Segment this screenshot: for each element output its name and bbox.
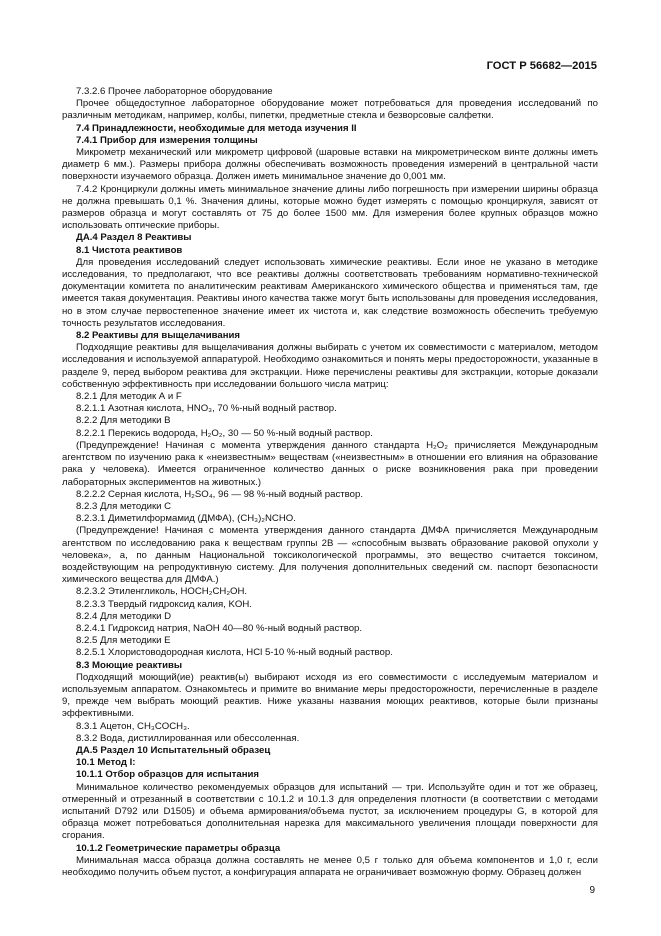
paragraph: 8.2.3.2 Этиленгликоль, HOCH₂CH₂OH.: [76, 586, 248, 598]
section-heading: 8.2 Реактивы для выщелачивания: [76, 330, 241, 342]
paragraph: 8.3.2 Вода, дистиллированная или обессоленная.: [76, 732, 300, 744]
paragraph: 8.2.1.1 Азотная кислота, HNO₃, 70 %-ный водный раствор.: [76, 403, 337, 415]
paragraph: 8.2.5 Для методики E: [76, 635, 171, 647]
paragraph: 8.2.2 Для методики В: [76, 415, 171, 427]
paragraph: 8.2.2.1 Перекись водорода, H₂O₂, 30 — 50 %-ный водный раствор.: [76, 427, 373, 439]
section-heading: 7.4 Принадлежности, необходимые для метода изучения II: [76, 122, 357, 134]
paragraph: (Предупреждение! Начиная с момента утверждения данного стандарта ДМФА причисляется Международным агентством по исследованию рака к веществам группы 2В — «способным вызвать образование раковой опухоли у человека», а, по данным Национальной токсикологической программы, это вещество считается токсином, воздействующим на репродуктивную систему. Для получения дополнительных сведений см. паспорт безопасности химического вещества для ДМФА.): [62, 525, 598, 586]
standard-code-header: ГОСТ Р 56682—2015: [486, 60, 597, 72]
paragraph: Минимальная масса образца должна составлять не менее 0,5 г только для объема компонентов и 1,0 г, если необходимо получить объем пустот, а конфигурация аппарата не ограничивает возможную форму. Образец должен: [62, 854, 598, 878]
paragraph: Подходящие реактивы для выщелачивания должны выбирать с учетом их совместимости с материалом, методом исследования и используемой аппаратурой. Необходимо ознакомиться и понять меры предосторожности, указанные в разделе 9, перед выбором реактива для экстракции. Ниже перечислены реактивы для экстракции, которые доказали собственную эффективность при исследовании большого числа матриц:: [62, 342, 598, 390]
paragraph: 8.2.4.1 Гидроксид натрия, NaOH 40—80 %-ный водный раствор.: [76, 622, 363, 634]
paragraph: 8.2.1 Для методик А и F: [76, 391, 182, 403]
paragraph: Для проведения исследований следует использовать химические реактивы. Если иное не указано в методике исследования, то предполагают, что все реактивы должны соответствовать требованиям нормативно-технической документации комитета по аналитическим реактивам Американского химического общества и применяться там, где имеется такая документация. Реактивы иного качества также могут быть использованы для проведения исследования, но в этом случае первостепенное значение имеет их чистота и, как следствие возможность обеспечить требуемую точность результатов исследования.: [62, 256, 598, 329]
paragraph: Микрометр механический или микрометр цифровой (шаровые вставки на микрометрическом винте должны иметь диаметр 6 мм.). Размеры прибора должны обеспечивать возможность проведения измерений в центральной части поверхности изучаемого образца. Должен иметь минимальное значение до 0,001 мм.: [62, 147, 598, 183]
section-heading: ДА.4 Раздел 8 Реактивы: [76, 232, 192, 244]
section-heading: 8.3 Моющие реактивы: [76, 659, 183, 671]
paragraph: 8.2.4 Для методики D: [76, 610, 172, 622]
section-heading: 10.1.1 Отбор образцов для испытания: [76, 769, 259, 781]
paragraph: 7.4.2 Кронциркули должны иметь минимальное значение длины либо погрешность при измерении ширины образца не должна превышать 0,1 %. Значения длины, которые можно будет измерять с помощью кронциркуля, зависят от размеров образца и могут составлять от 75 до более 1500 мм. Для измерения более крупных образцов можно использовать оптические приборы.: [62, 183, 598, 232]
section-heading: 10.1 Метод I:: [76, 757, 136, 769]
paragraph: (Предупреждение! Начиная с момента утверждения данного стандарта H₂O₂ причисляется Международным агентством по изучению рака к «неизвестным» веществам («неизвестным» в отношении его влияния на образование рака у человека). Имеется ограниченное количество данных о риске возникновения рака при проведении лабораторных экспериментов на животных.): [62, 439, 598, 488]
section-heading: 8.1 Чистота реактивов: [76, 244, 183, 256]
document-body: [62, 86, 598, 879]
page-number: 9: [589, 885, 595, 896]
section-heading: 10.1.2 Геометрические параметры образца: [76, 842, 281, 854]
paragraph: 8.2.3.3 Твердый гидроксид калия, KOH.: [76, 598, 252, 610]
paragraph: 8.2.3.1 Диметилформамид (ДМФА), (CH₃)₂NCHO.: [76, 513, 296, 525]
paragraph: 7.3.2.6 Прочее лабораторное оборудование: [76, 86, 273, 97]
paragraph: 8.3.1 Ацетон, CH₃COCH₃.: [76, 720, 190, 732]
section-heading: ДА.5 Раздел 10 Испытательный образец: [76, 744, 271, 756]
paragraph: Минимальное количество рекомендуемых образцов для испытаний — три. Используйте один и тот же образец, отмеренный и отрезанный в соответствии с 10.1.2 и 10.1.3 для определения плотности (в соответствии с методами испытаний D792 или D1505) и объема армирования/объема пустот, за исключением процедуры G, в которой для образца может потребоваться дополнительная нарезка для максимального увеличения площади поверхности для сгорания.: [62, 781, 598, 842]
paragraph: 8.2.5.1 Хлористоводородная кислота, HCl 5-10 %-ный водный раствор.: [76, 647, 393, 659]
section-heading: 7.4.1 Прибор для измерения толщины: [76, 134, 258, 146]
paragraph: Прочее общедоступное лабораторное оборудование может потребоваться для проведения исследований по различным методикам, например, колбы, пипетки, предметные стекла и безворсовые салфетки.: [62, 98, 598, 122]
paragraph: 8.2.3 Для методики С: [76, 500, 172, 512]
paragraph: Подходящий моющий(ие) реактив(ы) выбирают исходя из его совместимости с исследуемым материалом и используемым аппаратом. Ознакомьтесь и примите во внимание меры предосторожности, перечисленные в разделе 9, прежде чем выбрать моющий реактив. Ниже указаны названия моющих реактивов, которые были признаны эффективными.: [62, 671, 598, 720]
paragraph: 8.2.2.2 Серная кислота, H₂SO₄, 96 — 98 %-ный водный раствор.: [76, 488, 363, 500]
